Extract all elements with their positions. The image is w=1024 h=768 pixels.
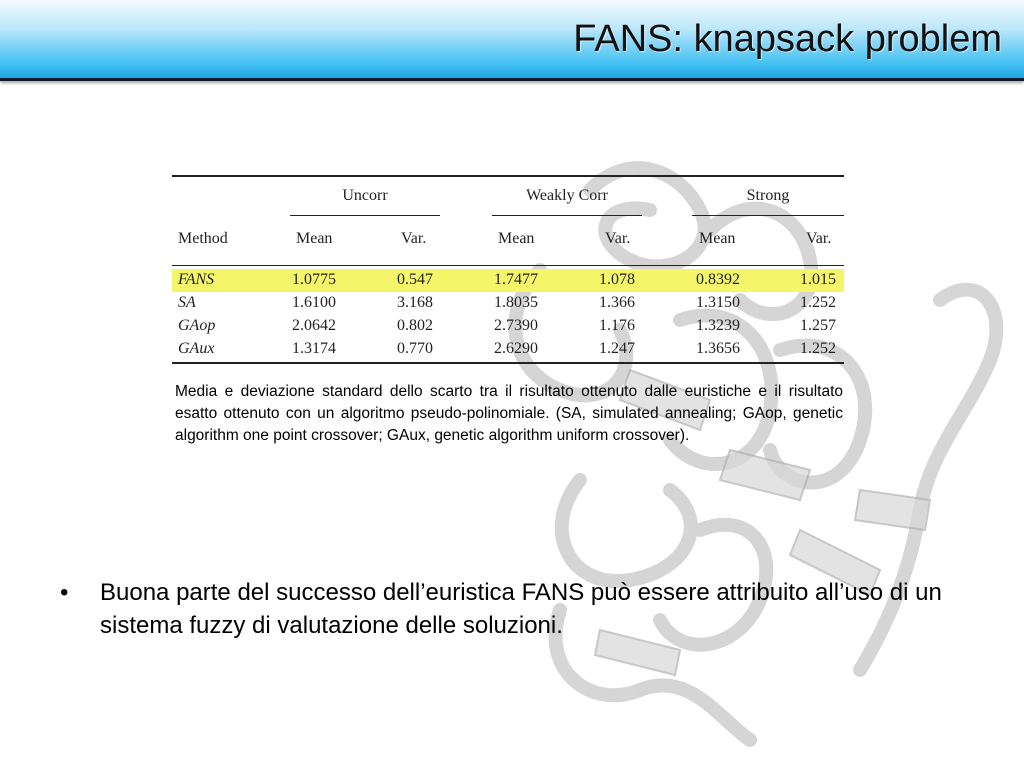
- cell-value: 0.8392: [696, 271, 740, 288]
- row-method: SA: [178, 294, 196, 311]
- cell-value: 2.6290: [494, 340, 538, 357]
- group-underline: [492, 215, 642, 216]
- cell-value: 1.6100: [292, 294, 336, 311]
- cell-value: 1.252: [800, 294, 836, 311]
- row-method: FANS: [178, 271, 215, 288]
- cell-value: 3.168: [397, 294, 433, 311]
- table-row: [172, 338, 844, 361]
- table-row: [172, 269, 844, 292]
- group-header-weakly-corr: Weakly Corr: [526, 187, 608, 204]
- slide-title: FANS: knapsack problem: [573, 18, 1002, 60]
- cell-value: 1.8035: [494, 294, 538, 311]
- cell-value: 1.257: [800, 317, 836, 334]
- col-header-mean: Mean: [498, 230, 535, 247]
- cell-value: 1.3239: [696, 317, 740, 334]
- cell-value: 1.252: [800, 340, 836, 357]
- cell-value: 1.3656: [696, 340, 740, 357]
- table-row: [172, 292, 844, 315]
- cell-value: 1.176: [599, 317, 635, 334]
- col-header-mean: Mean: [699, 230, 736, 247]
- group-header-strong: Strong: [746, 187, 790, 204]
- cell-value: 2.7390: [494, 317, 538, 334]
- protein-ribbon-watermark: [480, 150, 1020, 750]
- bullet-marker: •: [60, 579, 69, 606]
- table-top-rule: [172, 175, 844, 177]
- cell-value: 0.802: [397, 317, 433, 334]
- cell-value: 1.366: [599, 294, 635, 311]
- title-bar: [0, 0, 1024, 81]
- cell-value: 1.3150: [696, 294, 740, 311]
- group-underline: [692, 215, 844, 216]
- cell-value: 1.078: [599, 271, 635, 288]
- col-header-method: Method: [178, 230, 228, 247]
- cell-value: 1.0775: [292, 271, 336, 288]
- table-header-rule: [172, 265, 844, 266]
- cell-value: 0.770: [397, 340, 433, 357]
- table-caption: Media e deviazione standard dello scarto tra il risultato ottenuto dalle euristiche e il risultato esatto ottenuto con un algoritmo pseudo-polinomiale. (SA, simulated annealing; GAop, genetic algorithm one point crossover; GAux, genetic algorithm uniform crossover).: [175, 383, 843, 444]
- col-header-var: Var.: [806, 230, 832, 247]
- table-row: [172, 315, 844, 338]
- col-header-var: Var.: [605, 230, 631, 247]
- group-header-uncorr: Uncorr: [342, 187, 388, 204]
- cell-value: 1.247: [599, 340, 635, 357]
- bullet-text: Buona parte del successo dell’euristica FANS può essere attribuito all’uso di un sistema fuzzy di valutazione delle soluzioni.: [100, 579, 942, 639]
- col-header-mean: Mean: [296, 230, 333, 247]
- row-method: GAop: [178, 317, 216, 334]
- group-underline: [290, 215, 440, 216]
- col-header-var: Var.: [401, 230, 427, 247]
- cell-value: 2.0642: [292, 317, 336, 334]
- cell-value: 0.547: [397, 271, 433, 288]
- table-bottom-rule: [172, 362, 844, 364]
- cell-value: 1.015: [800, 271, 836, 288]
- cell-value: 1.3174: [292, 340, 336, 357]
- row-method: GAux: [178, 340, 215, 357]
- cell-value: 1.7477: [494, 271, 538, 288]
